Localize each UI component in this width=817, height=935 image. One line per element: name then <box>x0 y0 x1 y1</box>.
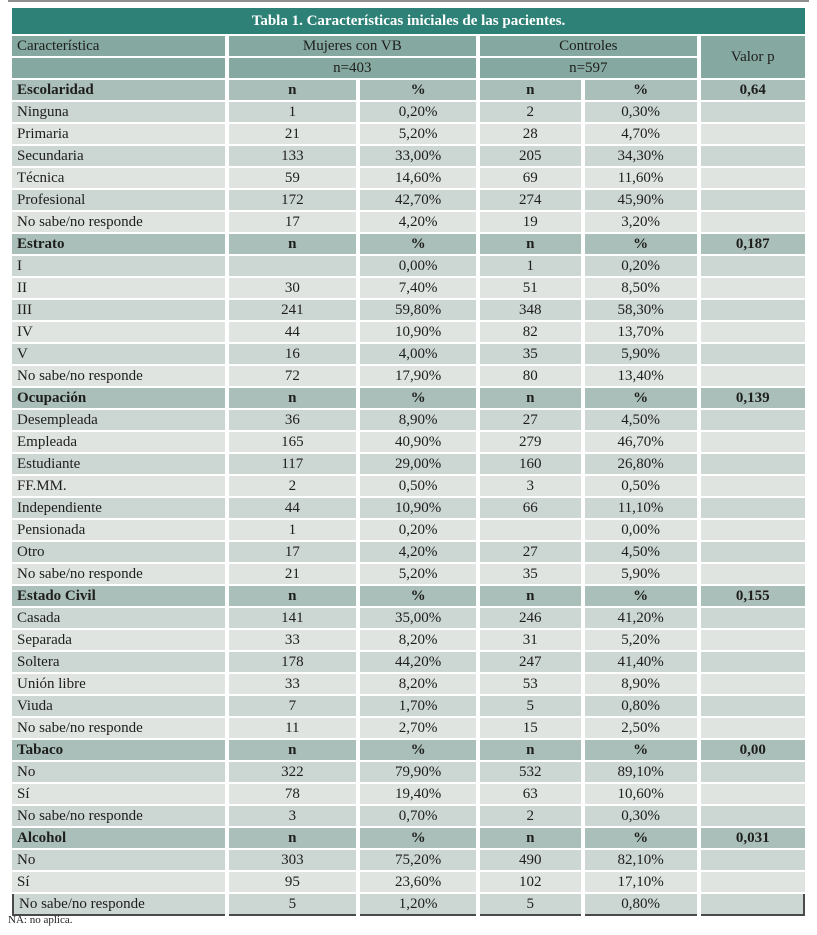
controls-n-value: 69 <box>480 168 580 188</box>
row-label: FF.MM. <box>12 476 225 496</box>
table-row-ocupacion-estudiante <box>12 454 805 474</box>
p-value-empty <box>701 696 805 716</box>
controls-n-value: 19 <box>480 212 580 232</box>
vb-pct-value: 5,20% <box>360 564 476 584</box>
vb-n-value: 44 <box>229 498 357 518</box>
vb-n-value: 72 <box>229 366 357 386</box>
p-value-empty <box>701 410 805 430</box>
vb-pct-value: 14,60% <box>360 168 476 188</box>
controls-pct-value: 8,90% <box>585 674 697 694</box>
p-value-empty <box>701 806 805 826</box>
p-value-empty <box>701 454 805 474</box>
controls-pct-value: 17,10% <box>585 872 697 892</box>
controls-pct-value: 11,60% <box>585 168 697 188</box>
controls-n-value: 3 <box>480 476 580 496</box>
p-value-empty <box>701 520 805 540</box>
p-value-empty <box>701 762 805 782</box>
vb-pct-value: 0,50% <box>360 476 476 496</box>
vb-n-value: 59 <box>229 168 357 188</box>
p-value-empty <box>701 344 805 364</box>
vb-n-value: 17 <box>229 212 357 232</box>
vb-pct-value: 7,40% <box>360 278 476 298</box>
table-row-ocupacion-no-sabe-no-responde <box>12 564 805 584</box>
row-label: Unión libre <box>12 674 225 694</box>
vb-pct-value: 4,00% <box>360 344 476 364</box>
row-label: Sí <box>12 784 225 804</box>
p-value-empty <box>701 564 805 584</box>
vb-pct-value: 4,20% <box>360 212 476 232</box>
subheader-pct-controls: % <box>585 234 697 254</box>
vb-n-value: 33 <box>229 630 357 650</box>
vb-n-value: 11 <box>229 718 357 738</box>
controls-n-value: 348 <box>480 300 580 320</box>
subheader-pct-vb: % <box>360 828 476 848</box>
controls-pct-value: 46,70% <box>585 432 697 452</box>
vb-pct-value: 0,20% <box>360 102 476 122</box>
controls-n-value: 160 <box>480 454 580 474</box>
vb-n-value: 322 <box>229 762 357 782</box>
controls-n-value: 31 <box>480 630 580 650</box>
p-value-empty <box>701 168 805 188</box>
p-value-empty <box>701 278 805 298</box>
row-label: Casada <box>12 608 225 628</box>
header-row-counts <box>12 58 805 78</box>
top-rule <box>8 0 809 2</box>
vb-pct-value: 75,20% <box>360 850 476 870</box>
title-row <box>12 8 805 34</box>
p-value: 0,187 <box>701 234 805 254</box>
vb-pct-value: 5,20% <box>360 124 476 144</box>
controls-n-value <box>480 520 580 540</box>
p-value-empty <box>701 784 805 804</box>
row-label: Técnica <box>12 168 225 188</box>
p-value-empty <box>701 300 805 320</box>
row-label: III <box>12 300 225 320</box>
p-value: 0,031 <box>701 828 805 848</box>
subheader-pct-controls: % <box>585 388 697 408</box>
table-row-estado-civil-viuda <box>12 696 805 716</box>
controls-pct-value: 4,50% <box>585 542 697 562</box>
controls-pct-value: 82,10% <box>585 850 697 870</box>
vb-n-value: 172 <box>229 190 357 210</box>
vb-n-value: 1 <box>229 520 357 540</box>
subheader-n-vb: n <box>229 828 357 848</box>
controls-n-value: 490 <box>480 850 580 870</box>
controls-pct-value: 2,50% <box>585 718 697 738</box>
subheader-n-controls: n <box>480 388 580 408</box>
controls-pct-value: 0,00% <box>585 520 697 540</box>
vb-pct-value: 29,00% <box>360 454 476 474</box>
section-label: Estrato <box>12 234 225 254</box>
controls-n-value: 274 <box>480 190 580 210</box>
vb-pct-value: 35,00% <box>360 608 476 628</box>
col-header-characteristic: Característica <box>12 36 225 56</box>
table-footnote: NA: no aplica. <box>8 914 73 926</box>
p-value-empty <box>701 718 805 738</box>
section-row-tabaco <box>12 740 805 760</box>
table-title: Tabla 1. Características iniciales de las pacientes. <box>12 8 805 34</box>
table-row-ocupacion-ff-mm <box>12 476 805 496</box>
vb-n-value: 33 <box>229 674 357 694</box>
p-value-empty <box>701 476 805 496</box>
vb-pct-value: 0,20% <box>360 520 476 540</box>
table-row-estrato-iv <box>12 322 805 342</box>
controls-pct-value: 58,30% <box>585 300 697 320</box>
p-value: 0,00 <box>701 740 805 760</box>
table-row-estrato-ii <box>12 278 805 298</box>
section-row-escolaridad <box>12 80 805 100</box>
table-row-alcohol-si <box>12 872 805 892</box>
p-value-empty <box>701 608 805 628</box>
table-row-ocupacion-pensionada <box>12 520 805 540</box>
section-label: Tabaco <box>12 740 225 760</box>
table-row-tabaco-no-sabe-no-responde <box>12 806 805 826</box>
controls-n-value: 27 <box>480 410 580 430</box>
row-label: Otro <box>12 542 225 562</box>
controls-pct-value: 13,70% <box>585 322 697 342</box>
vb-n-value: 5 <box>229 894 357 916</box>
table-row-estrato-v <box>12 344 805 364</box>
vb-pct-value: 23,60% <box>360 872 476 892</box>
controls-pct-value: 41,20% <box>585 608 697 628</box>
row-label: No sabe/no responde <box>12 894 225 916</box>
p-value-empty <box>701 322 805 342</box>
table-row-ocupacion-otro <box>12 542 805 562</box>
vb-n-value: 133 <box>229 146 357 166</box>
vb-pct-value: 2,70% <box>360 718 476 738</box>
table-row-escolaridad-secundaria <box>12 146 805 166</box>
controls-n-value: 66 <box>480 498 580 518</box>
table-row-estado-civil-casada <box>12 608 805 628</box>
p-value-empty <box>701 894 805 916</box>
controls-pct-value: 11,10% <box>585 498 697 518</box>
controls-pct-value: 8,50% <box>585 278 697 298</box>
p-value-empty <box>701 432 805 452</box>
controls-n-value: 2 <box>480 102 580 122</box>
row-label: Profesional <box>12 190 225 210</box>
row-label: Sí <box>12 872 225 892</box>
vb-n-value: 78 <box>229 784 357 804</box>
table-row-estado-civil-separada <box>12 630 805 650</box>
vb-n-value: 165 <box>229 432 357 452</box>
controls-n-value: 1 <box>480 256 580 276</box>
group-vb-count: n=403 <box>229 58 476 78</box>
controls-pct-value: 0,80% <box>585 894 697 916</box>
subheader-pct-vb: % <box>360 388 476 408</box>
vb-pct-value: 19,40% <box>360 784 476 804</box>
controls-pct-value: 13,40% <box>585 366 697 386</box>
table-row-alcohol-no-sabe-no-responde <box>12 894 805 916</box>
col-header-empty <box>12 58 225 78</box>
controls-n-value: 82 <box>480 322 580 342</box>
subheader-n-vb: n <box>229 388 357 408</box>
subheader-pct-vb: % <box>360 234 476 254</box>
vb-pct-value: 4,20% <box>360 542 476 562</box>
col-header-group-controls: Controles <box>480 36 697 56</box>
vb-n-value: 178 <box>229 652 357 672</box>
vb-pct-value: 10,90% <box>360 322 476 342</box>
section-label: Escolaridad <box>12 80 225 100</box>
controls-n-value: 2 <box>480 806 580 826</box>
header-row-groups <box>12 36 805 56</box>
controls-pct-value: 26,80% <box>585 454 697 474</box>
controls-pct-value: 0,50% <box>585 476 697 496</box>
controls-pct-value: 0,80% <box>585 696 697 716</box>
vb-n-value: 7 <box>229 696 357 716</box>
subheader-n-controls: n <box>480 586 580 606</box>
controls-n-value: 205 <box>480 146 580 166</box>
controls-pct-value: 89,10% <box>585 762 697 782</box>
p-value-empty <box>701 630 805 650</box>
vb-pct-value: 40,90% <box>360 432 476 452</box>
controls-pct-value: 4,70% <box>585 124 697 144</box>
row-label: No sabe/no responde <box>12 564 225 584</box>
table-row-tabaco-no <box>12 762 805 782</box>
subheader-n-vb: n <box>229 586 357 606</box>
table-row-estado-civil-no-sabe-no-responde <box>12 718 805 738</box>
vb-pct-value: 42,70% <box>360 190 476 210</box>
subheader-pct-controls: % <box>585 828 697 848</box>
row-label: II <box>12 278 225 298</box>
controls-n-value: 51 <box>480 278 580 298</box>
row-label: Independiente <box>12 498 225 518</box>
vb-pct-value: 17,90% <box>360 366 476 386</box>
controls-n-value: 53 <box>480 674 580 694</box>
row-label: V <box>12 344 225 364</box>
col-header-group-vb: Mujeres con VB <box>229 36 476 56</box>
p-value: 0,64 <box>701 80 805 100</box>
p-value-empty <box>701 542 805 562</box>
vb-n-value: 30 <box>229 278 357 298</box>
row-label: Ninguna <box>12 102 225 122</box>
controls-pct-value: 41,40% <box>585 652 697 672</box>
table-row-ocupacion-independiente <box>12 498 805 518</box>
table-row-ocupacion-empleada <box>12 432 805 452</box>
row-label: Viuda <box>12 696 225 716</box>
patients-characteristics-table <box>8 6 809 918</box>
row-label: I <box>12 256 225 276</box>
p-value-empty <box>701 256 805 276</box>
controls-pct-value: 4,50% <box>585 410 697 430</box>
vb-pct-value: 44,20% <box>360 652 476 672</box>
controls-n-value: 247 <box>480 652 580 672</box>
controls-n-value: 28 <box>480 124 580 144</box>
controls-pct-value: 45,90% <box>585 190 697 210</box>
subheader-pct-vb: % <box>360 80 476 100</box>
p-value-empty <box>701 102 805 122</box>
controls-n-value: 532 <box>480 762 580 782</box>
controls-pct-value: 0,30% <box>585 806 697 826</box>
vb-pct-value: 8,20% <box>360 674 476 694</box>
controls-n-value: 15 <box>480 718 580 738</box>
table-row-estrato-iii <box>12 300 805 320</box>
vb-n-value: 17 <box>229 542 357 562</box>
table-row-escolaridad-tecnica <box>12 168 805 188</box>
section-label: Estado Civil <box>12 586 225 606</box>
controls-pct-value: 0,20% <box>585 256 697 276</box>
table-row-escolaridad-no-sabe-no-responde <box>12 212 805 232</box>
subheader-n-vb: n <box>229 80 357 100</box>
vb-n-value: 141 <box>229 608 357 628</box>
vb-pct-value: 0,00% <box>360 256 476 276</box>
table-row-tabaco-si <box>12 784 805 804</box>
row-label: No sabe/no responde <box>12 366 225 386</box>
section-row-estrato <box>12 234 805 254</box>
vb-pct-value: 59,80% <box>360 300 476 320</box>
row-label: Separada <box>12 630 225 650</box>
p-value: 0,139 <box>701 388 805 408</box>
p-value-empty <box>701 652 805 672</box>
vb-n-value: 2 <box>229 476 357 496</box>
row-label: No sabe/no responde <box>12 718 225 738</box>
row-label: No <box>12 850 225 870</box>
table-row-estrato-no-sabe-no-responde <box>12 366 805 386</box>
controls-pct-value: 5,90% <box>585 344 697 364</box>
controls-pct-value: 5,20% <box>585 630 697 650</box>
p-value-empty <box>701 190 805 210</box>
controls-n-value: 5 <box>480 696 580 716</box>
subheader-n-vb: n <box>229 234 357 254</box>
vb-pct-value: 79,90% <box>360 762 476 782</box>
row-label: Pensionada <box>12 520 225 540</box>
p-value-empty <box>701 674 805 694</box>
table-row-estado-civil-soltera <box>12 652 805 672</box>
vb-pct-value: 10,90% <box>360 498 476 518</box>
controls-n-value: 279 <box>480 432 580 452</box>
subheader-n-controls: n <box>480 740 580 760</box>
controls-n-value: 35 <box>480 564 580 584</box>
p-value-empty <box>701 212 805 232</box>
table-row-escolaridad-profesional <box>12 190 805 210</box>
vb-pct-value: 0,70% <box>360 806 476 826</box>
vb-pct-value: 1,20% <box>360 894 476 916</box>
table-row-estrato-i <box>12 256 805 276</box>
vb-n-value: 303 <box>229 850 357 870</box>
p-value-empty <box>701 850 805 870</box>
table-body <box>12 80 805 916</box>
p-value-empty <box>701 872 805 892</box>
subheader-pct-vb: % <box>360 586 476 606</box>
subheader-pct-controls: % <box>585 80 697 100</box>
vb-n-value: 1 <box>229 102 357 122</box>
vb-n-value: 21 <box>229 124 357 144</box>
subheader-pct-controls: % <box>585 586 697 606</box>
row-label: Primaria <box>12 124 225 144</box>
row-label: Estudiante <box>12 454 225 474</box>
table-row-alcohol-no <box>12 850 805 870</box>
subheader-n-controls: n <box>480 80 580 100</box>
row-label: IV <box>12 322 225 342</box>
subheader-n-vb: n <box>229 740 357 760</box>
vb-n-value: 44 <box>229 322 357 342</box>
row-label: Desempleada <box>12 410 225 430</box>
controls-n-value: 63 <box>480 784 580 804</box>
table-row-escolaridad-primaria <box>12 124 805 144</box>
p-value-empty <box>701 366 805 386</box>
controls-pct-value: 5,90% <box>585 564 697 584</box>
table-row-estado-civil-union-libre <box>12 674 805 694</box>
vb-pct-value: 8,90% <box>360 410 476 430</box>
controls-pct-value: 34,30% <box>585 146 697 166</box>
vb-n-value: 16 <box>229 344 357 364</box>
controls-pct-value: 3,20% <box>585 212 697 232</box>
subheader-pct-vb: % <box>360 740 476 760</box>
row-label: Empleada <box>12 432 225 452</box>
p-value-empty <box>701 146 805 166</box>
section-row-ocupacion <box>12 388 805 408</box>
row-label: No sabe/no responde <box>12 212 225 232</box>
p-value: 0,155 <box>701 586 805 606</box>
vb-pct-value: 8,20% <box>360 630 476 650</box>
row-label: No <box>12 762 225 782</box>
p-value-empty <box>701 124 805 144</box>
vb-n-value: 36 <box>229 410 357 430</box>
section-label: Ocupación <box>12 388 225 408</box>
section-row-estado-civil <box>12 586 805 606</box>
table-row-escolaridad-ninguna <box>12 102 805 122</box>
controls-n-value: 27 <box>480 542 580 562</box>
section-label: Alcohol <box>12 828 225 848</box>
vb-pct-value: 33,00% <box>360 146 476 166</box>
controls-n-value: 35 <box>480 344 580 364</box>
row-label: Secundaria <box>12 146 225 166</box>
col-header-pvalue: Valor p <box>701 36 805 78</box>
controls-pct-value: 10,60% <box>585 784 697 804</box>
controls-n-value: 80 <box>480 366 580 386</box>
row-label: No sabe/no responde <box>12 806 225 826</box>
controls-pct-value: 0,30% <box>585 102 697 122</box>
vb-n-value: 241 <box>229 300 357 320</box>
section-row-alcohol <box>12 828 805 848</box>
vb-n-value: 95 <box>229 872 357 892</box>
controls-n-value: 102 <box>480 872 580 892</box>
vb-n-value: 117 <box>229 454 357 474</box>
subheader-n-controls: n <box>480 234 580 254</box>
controls-n-value: 246 <box>480 608 580 628</box>
controls-n-value: 5 <box>480 894 580 916</box>
subheader-pct-controls: % <box>585 740 697 760</box>
table-header <box>12 8 805 78</box>
table-row-ocupacion-desempleada <box>12 410 805 430</box>
p-value-empty <box>701 498 805 518</box>
vb-n-value: 21 <box>229 564 357 584</box>
group-controls-count: n=597 <box>480 58 697 78</box>
subheader-n-controls: n <box>480 828 580 848</box>
vb-pct-value: 1,70% <box>360 696 476 716</box>
vb-n-value <box>229 256 357 276</box>
row-label: Soltera <box>12 652 225 672</box>
vb-n-value: 3 <box>229 806 357 826</box>
